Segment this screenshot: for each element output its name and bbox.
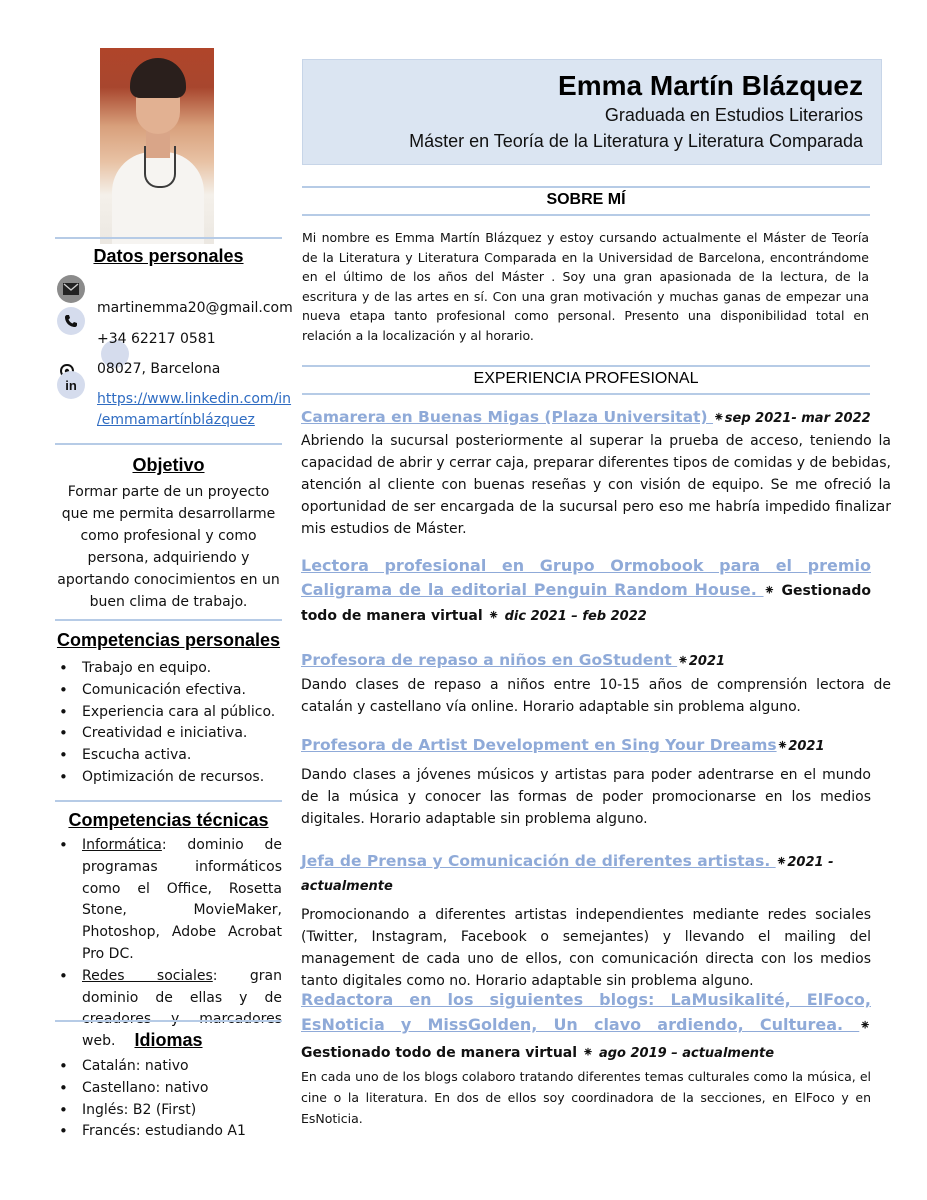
job-managed: Gestionado todo de manera virtual (301, 1045, 578, 1061)
linkedin-line2[interactable]: /emmamartínblázquez (97, 412, 255, 428)
list-item: • Comunicación efectiva. (55, 680, 282, 702)
experience-title: EXPERIENCIA PROFESIONAL (473, 370, 699, 387)
job-date: ago 2019 – actualmente (598, 1046, 775, 1061)
candidate-name: Emma Martín Blázquez (558, 70, 863, 101)
job-title[interactable]: Camarera en Buenas Migas (Plaza Universitat) (301, 408, 714, 426)
linkedin-link[interactable] (97, 389, 292, 431)
list-item (55, 835, 282, 966)
linkedin-line1[interactable]: https://www.linkedin.com/in (97, 391, 292, 407)
header-box (302, 59, 882, 165)
job-entry (301, 987, 871, 1129)
job-title[interactable]: Jefa de Prensa y Comunicación de diferentes artistas. (301, 852, 776, 870)
divider (55, 443, 282, 445)
tech-skills-title: Competencias técnicas (68, 810, 269, 830)
about-text: Mi nombre es Emma Martín Blázquez y estoy cursando actualmente el Máster de Teoría de la Literatura y Literatura Comparada en la Universidad de Barcelona, encontrándome en el último de los años del Máster . Soy una gran apasionada de la lectura, de la escritura y de las artes en sí. Con una gran motivación y muchas ganas de empezar una nueva etapa tanto profesional como personal. Presento una disponibilidad total en relación a la localización y al horario. (302, 230, 869, 343)
master-subtitle: Máster en Teoría de la Literatura y Literatura Comparada (409, 131, 863, 151)
job-managed: Gestionado todo de manera virtual (301, 583, 871, 624)
divider (302, 214, 870, 216)
tech-skill-label: Redes sociales (82, 967, 213, 984)
separator-icon: ⁕ (859, 1018, 871, 1034)
job-entry (301, 734, 871, 830)
about-title: SOBRE MÍ (546, 191, 626, 208)
divider (55, 619, 282, 621)
job-description: En cada uno de los blogs colaboro tratando diferentes temas culturales como la música, el cine o la literatura. En dos de ellos soy coordinadora de la secciones, en ElFoco y en EsNoticia. (301, 1069, 871, 1126)
tech-skill-text: : dominio de programas informáticos como el Office, Rosetta Stone, MovieMaker, Photoshop, Adobe Acrobat Pro DC. (82, 837, 282, 962)
list-item: • Experiencia cara al público. (55, 702, 282, 724)
job-title[interactable]: Profesora de Artist Development en Sing Your Dreams (301, 736, 777, 754)
email-icon (57, 275, 85, 303)
job-description: Dando clases a jóvenes músicos y artistas para poder adentrarse en el mundo de la música y conocer las formas de poder promocionarse en los medios digitales. Horario adaptable sin problema alguno. (301, 767, 871, 827)
divider (55, 1020, 282, 1022)
divider (55, 237, 282, 239)
objective-text: Formar parte de un proyecto que me permita desarrollarme como profesional y como persona, adquiriendo y aportando conocimientos en un buen clima de trabajo. (57, 484, 280, 610)
divider (302, 365, 870, 367)
list-item: • Trabajo en equipo. (55, 658, 282, 680)
list-item: • Francés: estudiando A1 (55, 1121, 282, 1143)
job-entry (301, 554, 871, 629)
job-date: sep 2021- mar 2022 (724, 411, 871, 426)
job-date: dic 2021 – feb 2022 (504, 609, 647, 624)
phone-text: +34 62217 0581 (97, 331, 216, 347)
separator-icon: ⁕ (582, 1045, 594, 1061)
divider (55, 800, 282, 802)
job-entry (301, 649, 891, 718)
languages-title: Idiomas (134, 1030, 203, 1050)
divider (302, 393, 870, 395)
list-item: • Castellano: nativo (55, 1078, 282, 1100)
personal-skills-list (55, 658, 282, 789)
email-text[interactable]: martinemma20@gmail.com (97, 300, 293, 316)
degree-subtitle: Graduada en Estudios Literarios (604, 105, 863, 125)
personal-data-title: Datos personales (93, 246, 244, 266)
job-title[interactable]: Lectora profesional en Grupo Ormobook para el premio Caligrama de la editorial Penguin Random House. (301, 556, 871, 599)
list-item: • Escucha activa. (55, 745, 282, 767)
tech-skill-text: : gran dominio de ellas y de web. (82, 967, 283, 1050)
linkedin-icon: in (57, 371, 85, 399)
list-item: • Inglés: B2 (First) (55, 1100, 282, 1122)
separator-icon: ⁕ (487, 608, 500, 624)
languages-list (55, 1056, 282, 1143)
personal-skills-title: Competencias personales (56, 630, 281, 650)
phone-icon (57, 307, 85, 335)
list-item: • Optimización de recursos. (55, 767, 282, 789)
separator-icon: ⁕ (776, 738, 789, 754)
job-date: 2021 (688, 654, 726, 669)
separator-icon: ⁕ (677, 653, 689, 669)
job-description: Abriendo la sucursal posteriormente al superar la prueba de acceso, teniendo la capacidad de abrir y cerrar caja, preparar diferentes tipos de comidas y de bebidas, atención al cliente con buenas reseñas y con visión de equipo. Se me ofreció la oportunidad de ser encargada de la sucursal pero eso me habría impedido finalizar mis estudios de Máster. (301, 433, 891, 537)
separator-icon: ⁕ (763, 583, 776, 599)
job-entry (301, 850, 871, 992)
job-date: 2021 - actualmente (301, 855, 834, 894)
tech-skill-label: Informática (82, 837, 162, 853)
location-text: 08027, Barcelona (97, 361, 221, 377)
job-title[interactable]: Profesora de repaso a niños en GoStudent (301, 651, 678, 669)
list-item: • Catalán: nativo (55, 1056, 282, 1078)
separator-icon: ⁕ (775, 854, 788, 870)
job-title[interactable]: Redactora en los siguientes blogs: LaMusikalité, ElFoco, EsNoticia y MissGolden, Un clavo ardiendo, Culturea. (301, 990, 871, 1034)
objective-title: Objetivo (132, 455, 205, 475)
job-description: Dando clases de repaso a niños entre 10-15 años de comprensión lectora de catalán y castellano vía online. Horario adaptable sin problema alguno. (301, 677, 891, 715)
job-entry (301, 406, 891, 540)
list-item: • Creatividad e iniciativa. (55, 723, 282, 745)
job-description: Promocionando a diferentes artistas independientes mediante redes sociales (Twitter, Instagram, Facebook o semejantes) y llevando el mailing del management de cada uno de ellos, con comunicación directa con los medios tanto digitales como no. Horario adaptable sin problema alguno. (301, 907, 871, 989)
profile-photo (100, 48, 214, 244)
separator-icon: ⁕ (713, 410, 725, 426)
job-date: 2021 (788, 739, 825, 754)
divider (302, 186, 870, 188)
